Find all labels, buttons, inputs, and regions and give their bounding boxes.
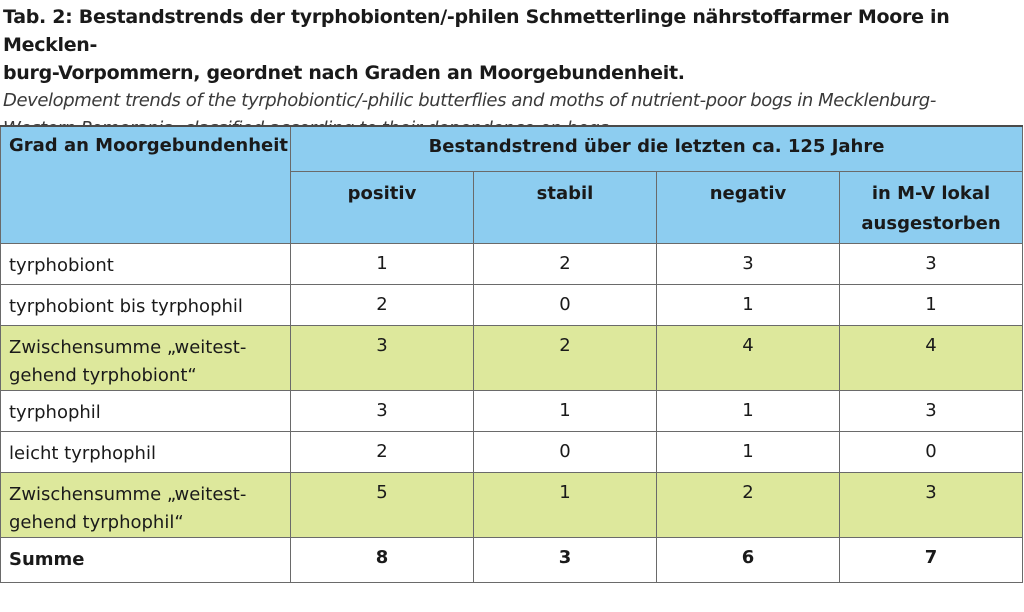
row-label: leicht tyrphophil	[1, 431, 291, 472]
cell-positiv: 2	[291, 431, 474, 472]
group-header: Bestandstrend über die letzten ca. 125 Jahre	[291, 126, 1023, 171]
cell-ausgestorben: 7	[840, 537, 1023, 582]
row-label-line: Zwischensumme „weitest-	[9, 483, 247, 505]
cell-ausgestorben: 3	[840, 243, 1023, 284]
cell-positiv: 2	[291, 284, 474, 325]
row-label-line: gehend tyrphophil“	[9, 511, 184, 533]
row-label	[1, 325, 291, 390]
cell-negativ: 6	[657, 537, 840, 582]
table-row-tyrphobiont-bis-tyrphophil	[1, 284, 1023, 325]
column-header-line: negativ	[709, 182, 787, 204]
column-header-positiv	[291, 171, 474, 243]
trend-table	[0, 125, 1023, 583]
cell-positiv: 3	[291, 325, 474, 390]
caption-subtitle-line-1: Development trends of the tyrphobiontic/-philic butterflies and moths of nutrient-poor bogs in Mecklenburg-	[3, 90, 936, 111]
cell-positiv: 1	[291, 243, 474, 284]
column-header-negativ	[657, 171, 840, 243]
table-row-subtotal-tyrphobiont	[1, 325, 1023, 390]
caption-title-line-1: Tab. 2: Bestandstrends der tyrphobionten/-philen Schmetterlinge nährstoffarmer Moore in Mecklen-	[3, 6, 950, 56]
cell-stabil: 2	[474, 325, 657, 390]
cell-positiv: 3	[291, 390, 474, 431]
caption-title	[3, 3, 1021, 87]
cell-ausgestorben: 3	[840, 472, 1023, 537]
column-header-ausgestorben	[840, 171, 1023, 243]
cell-stabil: 1	[474, 472, 657, 537]
column-header-line: positiv	[347, 182, 417, 204]
row-label-line: Zwischensumme „weitest-	[9, 336, 247, 358]
row-label: tyrphophil	[1, 390, 291, 431]
cell-ausgestorben: 3	[840, 390, 1023, 431]
table-row-tyrphophil	[1, 390, 1023, 431]
cell-negativ: 3	[657, 243, 840, 284]
cell-ausgestorben: 4	[840, 325, 1023, 390]
column-header-stabil	[474, 171, 657, 243]
cell-stabil: 0	[474, 431, 657, 472]
cell-stabil: 3	[474, 537, 657, 582]
table-row-leicht-tyrphophil	[1, 431, 1023, 472]
cell-stabil: 2	[474, 243, 657, 284]
caption-title-line-2: burg-Vorpommern, geordnet nach Graden an Moorgebundenheit.	[3, 62, 685, 84]
row-label: tyrphobiont	[1, 243, 291, 284]
cell-negativ: 1	[657, 284, 840, 325]
cell-negativ: 1	[657, 431, 840, 472]
cell-negativ: 1	[657, 390, 840, 431]
table-row-subtotal-tyrphophil	[1, 472, 1023, 537]
table-row-total	[1, 537, 1023, 582]
cell-positiv: 8	[291, 537, 474, 582]
row-label	[1, 472, 291, 537]
row-label: Summe	[1, 537, 291, 582]
cell-ausgestorben: 1	[840, 284, 1023, 325]
column-header-line: in M-V lokal	[871, 182, 991, 204]
cell-stabil: 0	[474, 284, 657, 325]
row-label-line: gehend tyrphobiont“	[9, 364, 197, 386]
cell-stabil: 1	[474, 390, 657, 431]
column-header-line: stabil	[536, 182, 594, 204]
cell-negativ: 2	[657, 472, 840, 537]
table-caption	[3, 3, 1021, 143]
table-row-tyrphobiont	[1, 243, 1023, 284]
row-label: tyrphobiont bis tyrphophil	[1, 284, 291, 325]
column-header-line: ausgestorben	[861, 212, 1001, 234]
cell-positiv: 5	[291, 472, 474, 537]
cell-ausgestorben: 0	[840, 431, 1023, 472]
corner-header: Grad an Moorgebundenheit	[1, 126, 291, 243]
cell-negativ: 4	[657, 325, 840, 390]
